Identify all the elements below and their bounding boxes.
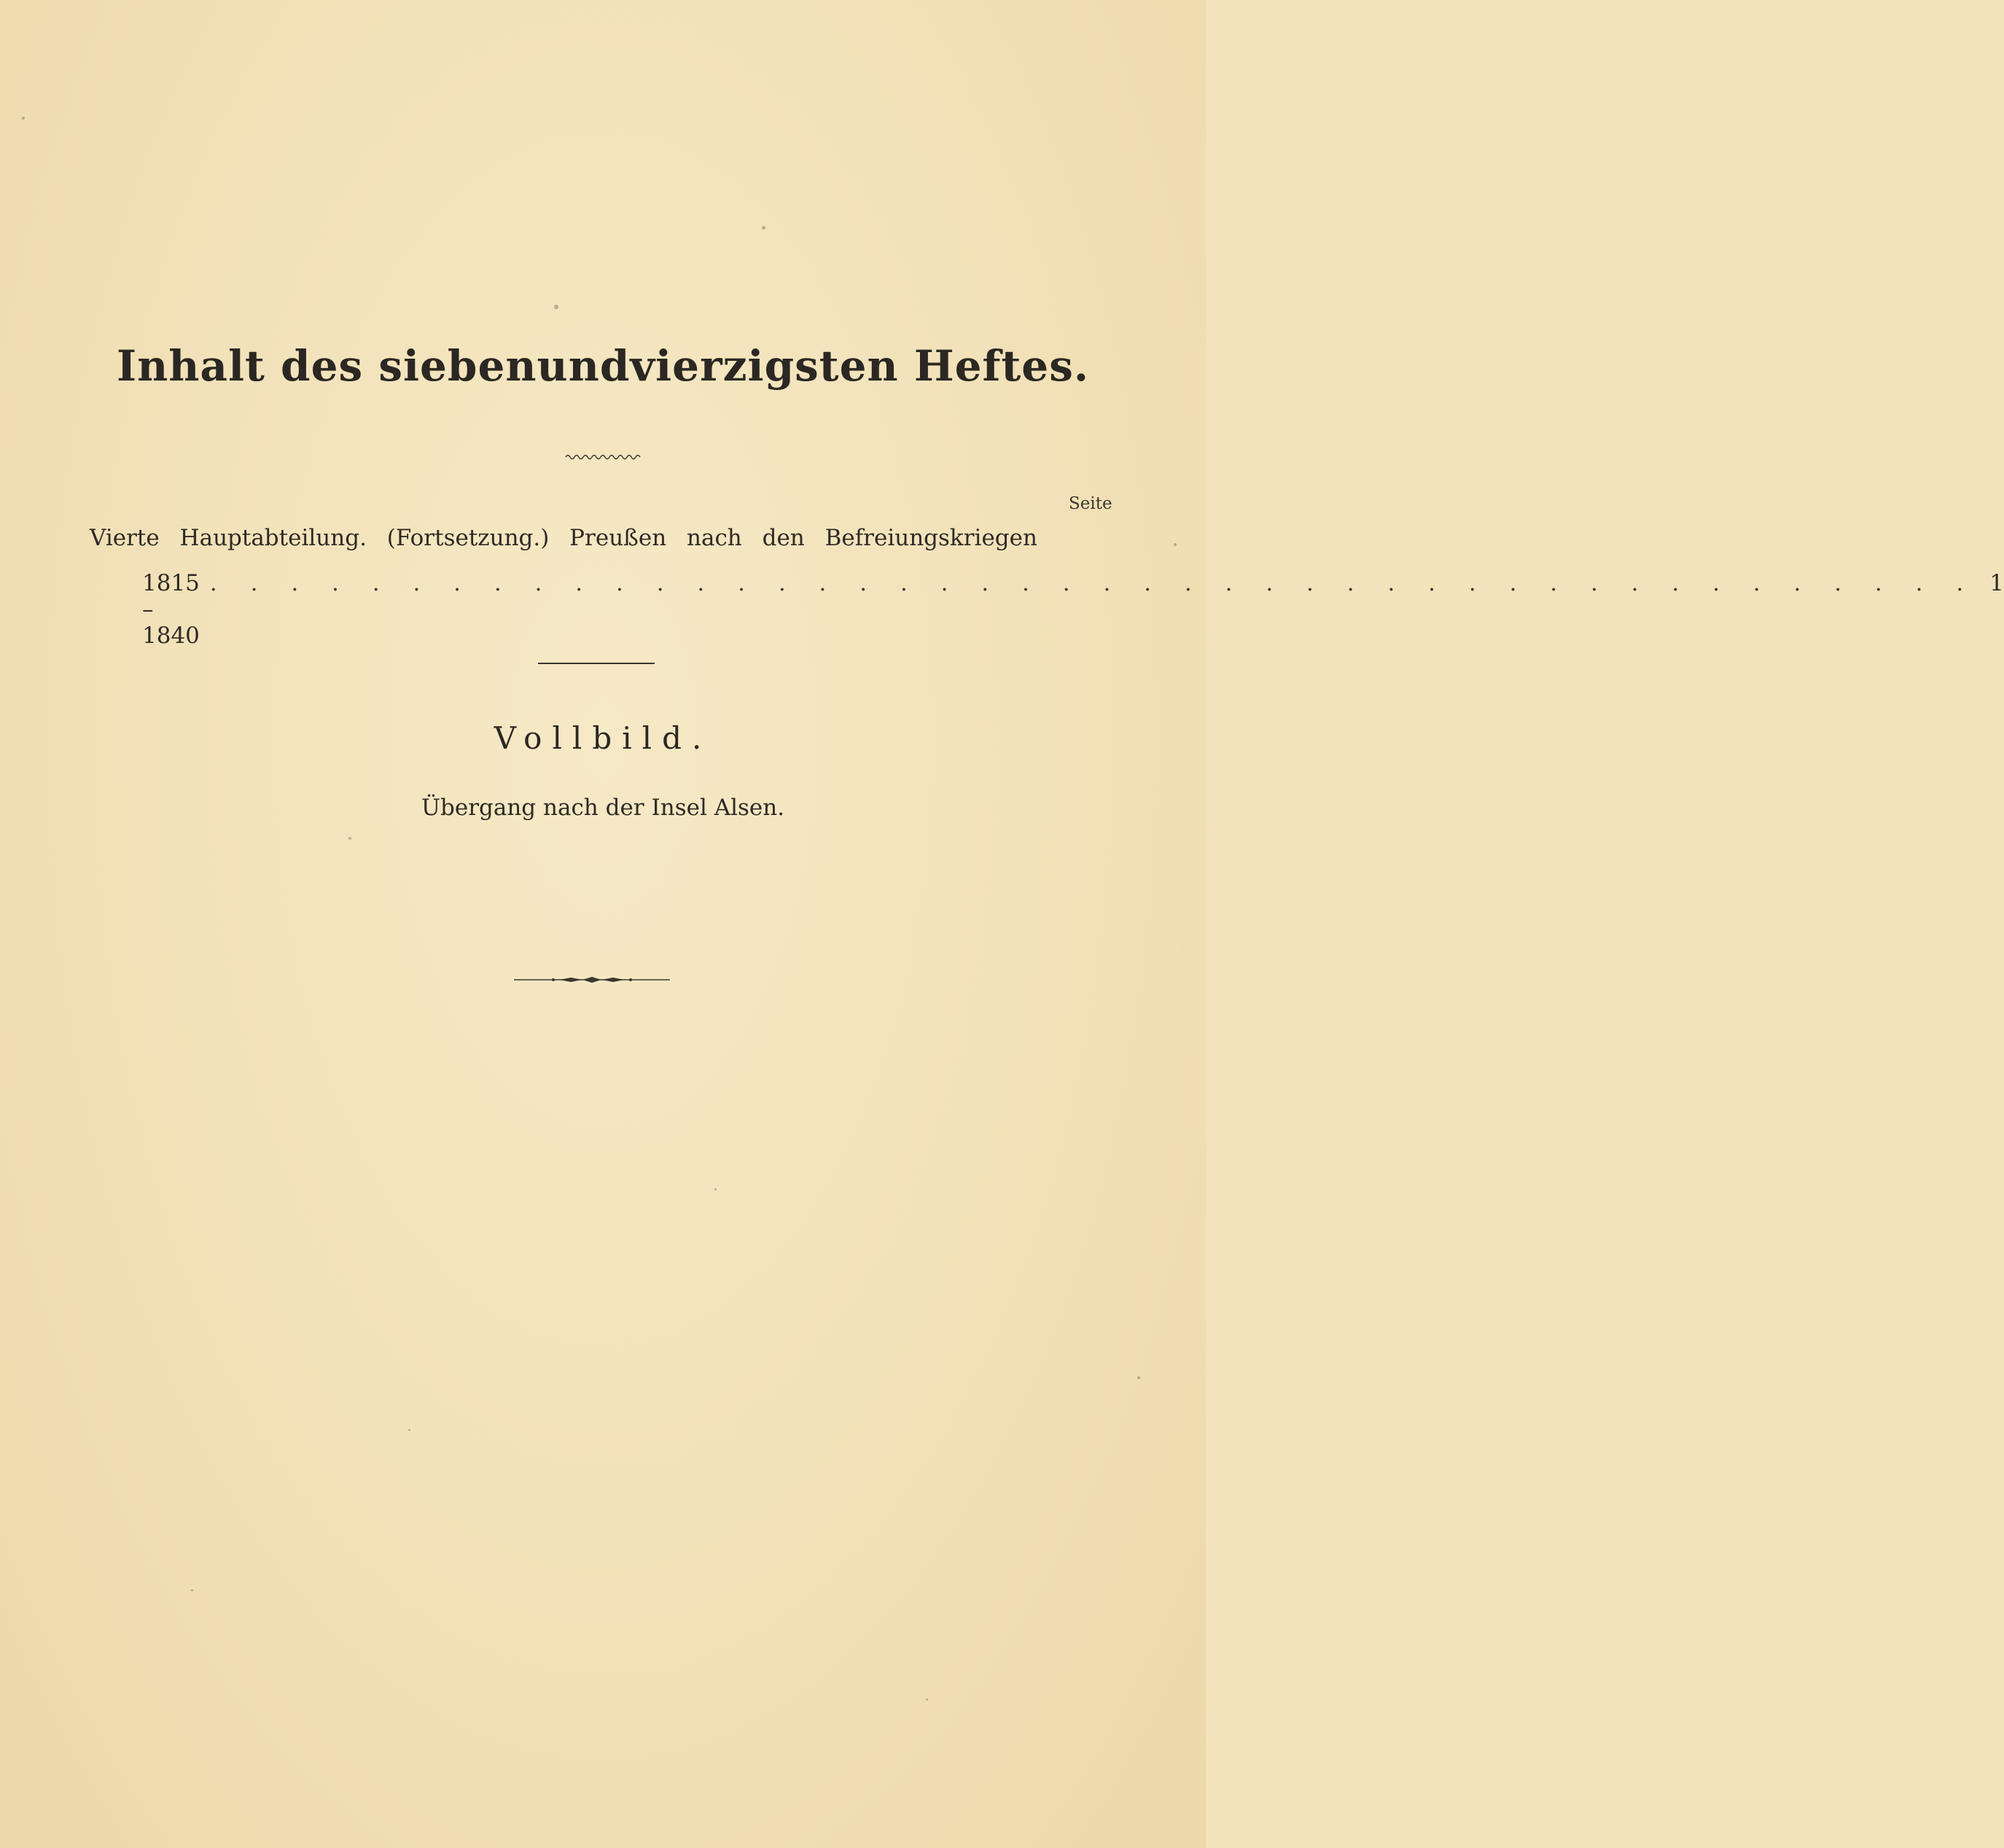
plate-caption: Übergang nach der Insel Alsen. <box>421 795 785 821</box>
toc-word: (Fortsetzung.) <box>386 525 550 551</box>
paper-speck <box>926 1699 928 1701</box>
paper-speck <box>348 837 351 840</box>
toc-word: Hauptabteilung. <box>179 525 367 551</box>
wavy-ornament <box>566 453 640 461</box>
toc-word: Preußen <box>569 525 667 551</box>
paper-speck <box>762 226 765 230</box>
toc-entry-line-1 <box>90 525 1037 551</box>
plate-heading: Vollbild. <box>494 720 712 756</box>
paper-speck <box>22 117 25 120</box>
end-ornament <box>514 974 670 986</box>
toc-word: den <box>762 525 805 551</box>
toc-entry-line-2 <box>142 570 2004 649</box>
toc-page-number: 1 <box>1989 570 2004 596</box>
paper-speck <box>714 1188 717 1190</box>
paper-speck <box>1137 1376 1140 1379</box>
paper-speck <box>554 305 558 309</box>
toc-word: nach <box>687 525 742 551</box>
paper-speck <box>408 1429 410 1431</box>
paper-speck <box>1174 543 1177 546</box>
toc-word: Vierte <box>90 525 160 551</box>
toc-entry-years: 1815 – 1840 <box>142 570 200 649</box>
dot-leader: . . . . . . . . . . . . . . . . . . . . . . . . . . . . . . . . . . . . . . . . . . . . <box>209 570 1977 596</box>
toc-word: Befreiungskriegen <box>824 525 1037 551</box>
page-title: Inhalt des siebenundvierzigsten Heftes. <box>116 341 1090 391</box>
page-column-label: Seite <box>1069 494 1112 513</box>
paper-speck <box>191 1589 193 1591</box>
section-divider <box>538 663 655 664</box>
